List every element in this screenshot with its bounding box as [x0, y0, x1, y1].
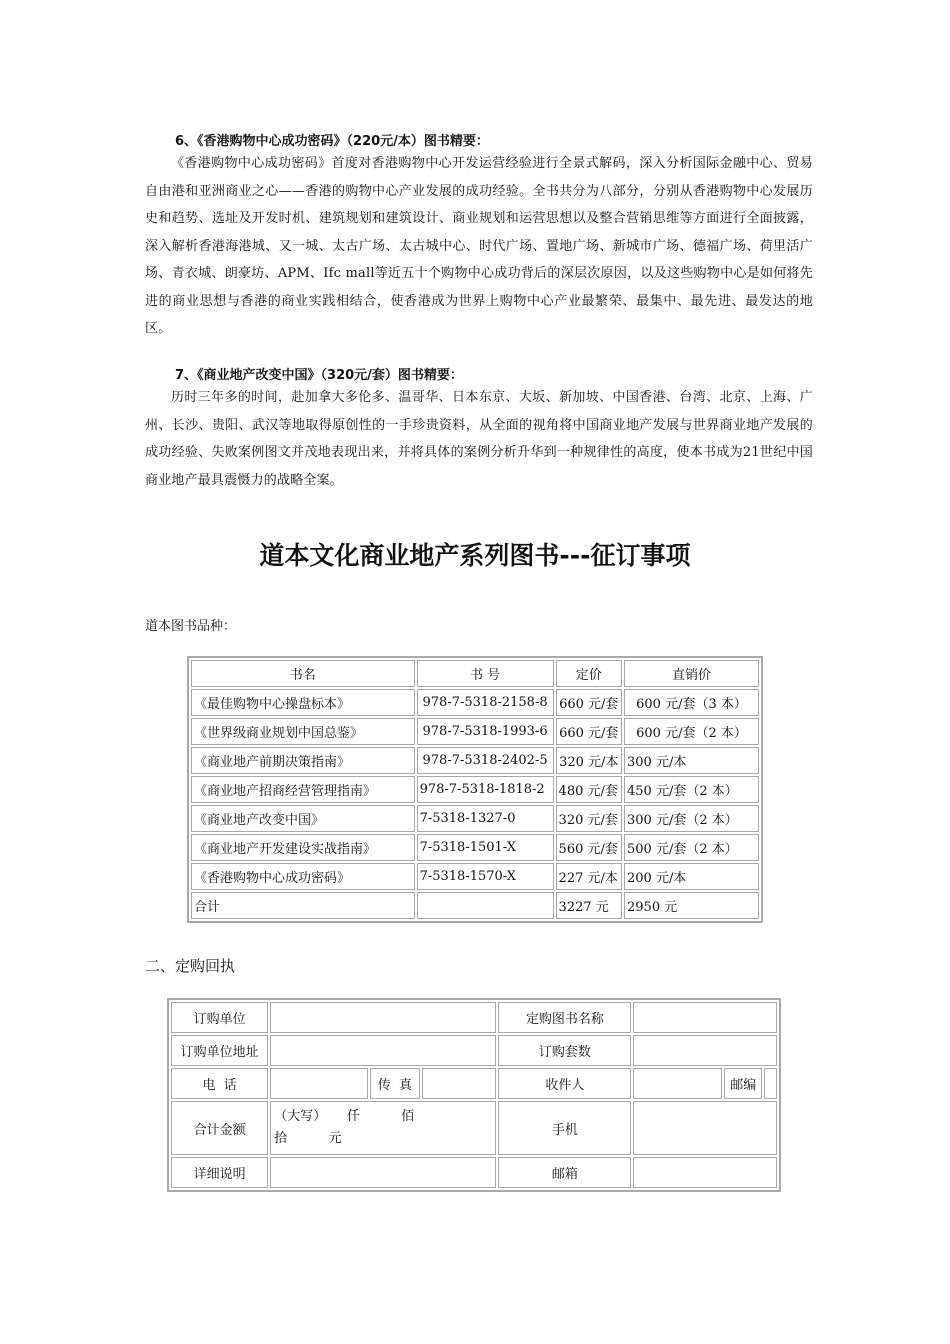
direct-price-cell: 500 元/套（2 本） — [624, 834, 759, 861]
empty-cell — [417, 892, 554, 919]
fax-input[interactable] — [422, 1068, 496, 1099]
recipient-input[interactable] — [633, 1068, 722, 1099]
table-row — [191, 689, 759, 716]
direct-price-cell: 600 元/套（3 本） — [624, 689, 759, 716]
header-cell: 书名 — [191, 660, 415, 687]
postcode-input[interactable] — [764, 1068, 777, 1099]
price-cell: 227 元/本 — [556, 863, 622, 890]
total-label-cell: 合计 — [191, 892, 415, 919]
order-form-table — [167, 998, 781, 1192]
header-cell: 定价 — [556, 660, 622, 687]
amount-line-2: 拾 元 — [274, 1131, 342, 1146]
isbn-cell: 978-7-5318-2402-5 — [417, 747, 554, 774]
order-row — [171, 1157, 777, 1188]
table-total-row — [191, 892, 759, 919]
sets-label: 订购套数 — [498, 1035, 631, 1066]
book-title-cell: 《世界级商业规划中国总鉴》 — [191, 718, 415, 745]
order-row — [171, 1101, 777, 1155]
direct-price-cell: 300 元/套（2 本） — [624, 805, 759, 832]
direct-price-cell: 200 元/本 — [624, 863, 759, 890]
book-title-cell: 《商业地产招商经营管理指南》 — [191, 776, 415, 803]
total-amount-input[interactable] — [270, 1101, 496, 1155]
table-row — [191, 863, 759, 890]
sets-input[interactable] — [633, 1035, 777, 1066]
table-row — [191, 747, 759, 774]
item6-paragraph: 《香港购物中心成功密码》首度对香港购物中心开发运营经验进行全景式解码，深入分析国际金融中心、贸易自由港和亚洲商业之心——香港的购物中心产业发展的成功经验。全书共分为八部分，分别从香港购物中心发展历史和趋势、选址及开发时机、建筑规划和建筑设计、商业规划和运营思想以及整合营销思维等方面进行全面披露，深入解析香港海港城、又一城、太古广场、太古城中心、时代广场、置地广场、新城市广场、德福广场、荷里活广场、青衣城、朗豪坊、APM、Ifc mall等近五十个购物中心成功背后的深层次原因，以及这些购物中心是如何将先进的商业思想与香港的商业实践相结合，使香港成为世界上购物中心产业最繁荣、最集中、最先进、最发达的地区。 — [145, 156, 813, 336]
table-row — [191, 718, 759, 745]
order-row — [171, 1068, 777, 1099]
table-row — [191, 805, 759, 832]
price-cell: 480 元/套 — [556, 776, 622, 803]
total-amount-label: 合计金额 — [171, 1101, 268, 1155]
book-title-cell: 《商业地产改变中国》 — [191, 805, 415, 832]
postcode-label: 邮编 — [724, 1068, 762, 1099]
isbn-cell: 978-7-5318-1818-2 — [417, 776, 554, 803]
table-row — [191, 776, 759, 803]
page-title: 道本文化商业地产系列图书---征订事项 — [259, 541, 691, 570]
books-table — [187, 656, 763, 923]
direct-price-cell: 600 元/套（2 本） — [624, 718, 759, 745]
price-cell: 660 元/套 — [556, 689, 622, 716]
price-cell: 660 元/套 — [556, 718, 622, 745]
item6-heading: 6、《香港购物中心成功密码》（220元/本）图书精要： — [175, 134, 489, 149]
header-cell: 直销价 — [624, 660, 759, 687]
isbn-cell: 978-7-5318-1993-6 — [417, 718, 554, 745]
price-cell: 560 元/套 — [556, 834, 622, 861]
email-input[interactable] — [633, 1157, 777, 1188]
price-cell: 320 元/套 — [556, 805, 622, 832]
phone-input[interactable] — [270, 1068, 367, 1099]
book-title-cell: 《商业地产前期决策指南》 — [191, 747, 415, 774]
isbn-cell: 7-5318-1327-0 — [417, 805, 554, 832]
books-table-header — [191, 660, 759, 687]
book-title-cell: 《最佳购物中心操盘标本》 — [191, 689, 415, 716]
mobile-input[interactable] — [633, 1101, 777, 1155]
address-label: 订购单位地址 — [171, 1035, 268, 1066]
table-row — [191, 834, 759, 861]
recipient-label: 收件人 — [498, 1068, 631, 1099]
order-unit-input[interactable] — [270, 1002, 496, 1033]
section-heading: 二、定购回执 — [145, 957, 236, 975]
isbn-cell: 978-7-5318-2158-8 — [417, 689, 554, 716]
phone-label: 电 话 — [171, 1068, 268, 1099]
book-name-label: 定购图书名称 — [498, 1002, 631, 1033]
details-input[interactable] — [270, 1157, 496, 1188]
isbn-cell: 7-5318-1501-X — [417, 834, 554, 861]
details-label: 详细说明 — [171, 1157, 268, 1188]
total-price-cell: 3227 元 — [556, 892, 622, 919]
order-row — [171, 1002, 777, 1033]
email-label: 邮箱 — [498, 1157, 631, 1188]
book-name-input[interactable] — [633, 1002, 777, 1033]
book-title-cell: 《香港购物中心成功密码》 — [191, 863, 415, 890]
fax-label: 传 真 — [370, 1068, 421, 1099]
direct-price-cell: 450 元/套（2 本） — [624, 776, 759, 803]
book-title-cell: 《商业地产开发建设实战指南》 — [191, 834, 415, 861]
isbn-cell: 7-5318-1570-X — [417, 863, 554, 890]
mobile-label: 手机 — [498, 1101, 631, 1155]
order-row — [171, 1035, 777, 1066]
address-input[interactable] — [270, 1035, 496, 1066]
direct-price-cell: 300 元/本 — [624, 747, 759, 774]
total-direct-price-cell: 2950 元 — [624, 892, 759, 919]
order-unit-label: 订购单位 — [171, 1002, 268, 1033]
price-cell: 320 元/本 — [556, 747, 622, 774]
amount-line-1: （大写） 仟 佰 — [274, 1109, 415, 1124]
item7-heading: 7、《商业地产改变中国》（320元/套）图书精要： — [175, 368, 463, 383]
header-cell: 书 号 — [417, 660, 554, 687]
item7-paragraph: 历时三年多的时间，赴加拿大多伦多、温哥华、日本东京、大坂、新加坡、中国香港、台湾、北京、上海、广州、长沙、贵阳、武汉等地取得原创性的一手珍贵资料，从全面的视角将中国商业地产发展与世界商业地产发展的成功经验、失败案例图文并茂地表现出来，并将具体的案例分析升华到一种规律性的高度，使本书成为21世纪中国商业地产最具震慑力的战略全案。 — [145, 390, 813, 488]
books-label: 道本图书品种： — [145, 619, 237, 634]
